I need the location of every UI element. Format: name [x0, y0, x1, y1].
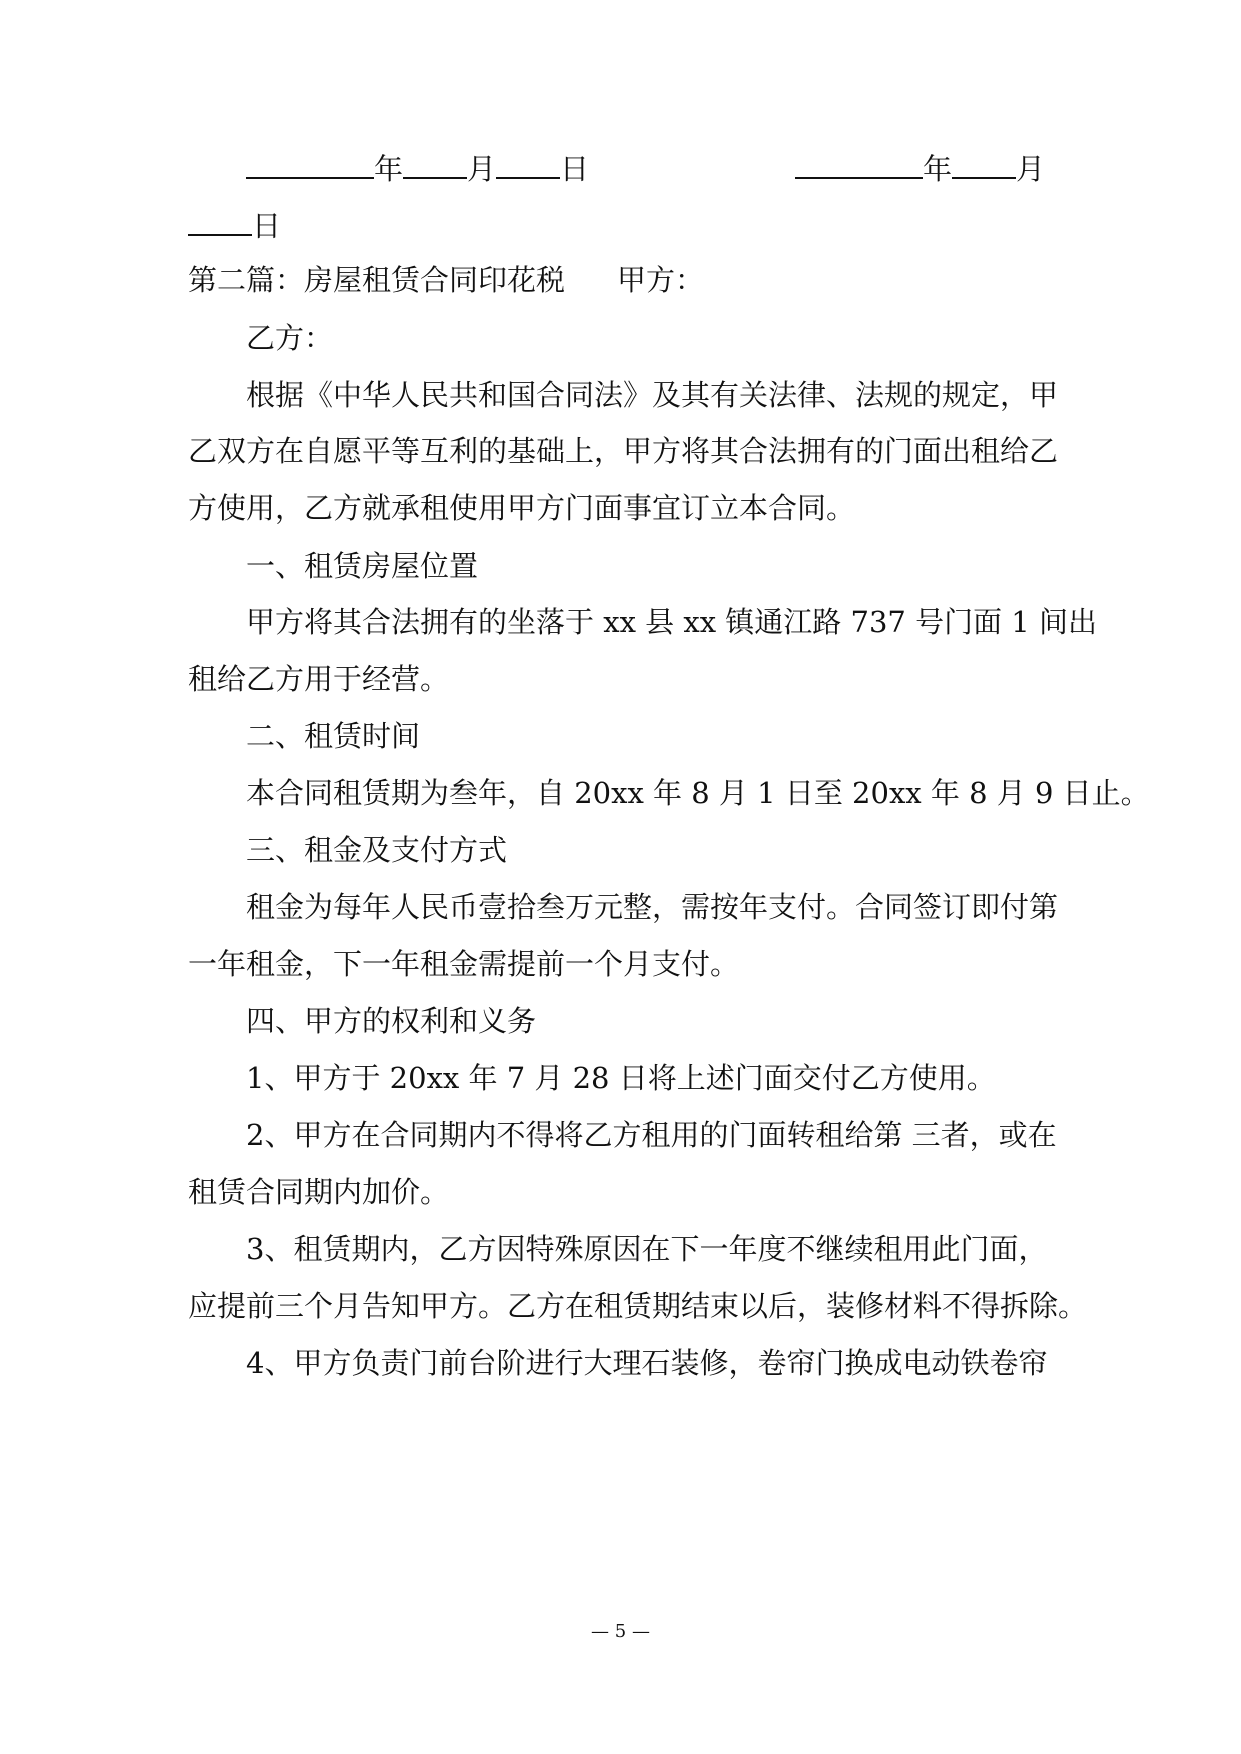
- month-blank: [403, 147, 467, 179]
- clause-heading: 四、甲方的权利和义务: [246, 1004, 537, 1038]
- month-label: 月: [467, 152, 497, 186]
- list-item: 1、甲方于 20xx 年 7 月 28 日将上述门面交付乙方使用。: [246, 1061, 996, 1095]
- signature-date-party-b-day: [188, 204, 281, 246]
- section-heading: [188, 260, 704, 300]
- clause-heading: 二、租赁时间: [246, 719, 421, 753]
- year-blank: [246, 147, 374, 179]
- year-label: 年: [374, 152, 404, 186]
- paragraph-line: 一年租金，下一年租金需提前一个月支付。: [188, 947, 740, 981]
- paragraph-line: 根据《中华人民共和国合同法》及其有关法律、法规的规定，甲: [246, 378, 1059, 412]
- day-blank: [188, 204, 252, 236]
- signature-date-party-a: [246, 147, 589, 189]
- paragraph-line: 甲方将其合法拥有的坐落于 xx 县 xx 镇通江路 737 号门面 1 间出: [246, 605, 1097, 639]
- year-label: 年: [923, 152, 953, 186]
- page-number: — 5 —: [591, 1621, 650, 1642]
- list-item: 2、甲方在合同期内不得将乙方租用的门面转租给第 三者，或在: [246, 1118, 1057, 1152]
- paragraph-line: 本合同租赁期为叁年，自 20xx 年 8 月 1 日至 20xx 年 8 月 9 日止。: [246, 776, 1150, 810]
- day-blank: [496, 147, 560, 179]
- paragraph-line: 租赁合同期内加价。: [188, 1175, 450, 1209]
- paragraph-line: 租金为每年人民币壹拾叁万元整，需按年支付。合同签订即付第: [246, 890, 1059, 924]
- list-item: 3、租赁期内，乙方因特殊原因在下一年度不继续租用此门面，: [246, 1232, 1048, 1266]
- month-label: 月: [1016, 152, 1046, 186]
- year-blank: [795, 147, 923, 179]
- day-label: 日: [560, 152, 590, 186]
- signature-date-party-b: [795, 147, 1045, 189]
- party-a-label: 甲方：: [617, 263, 705, 297]
- paragraph-line: 方使用，乙方就承租使用甲方门面事宜订立本合同。: [188, 491, 856, 525]
- month-blank: [952, 147, 1016, 179]
- clause-heading: 一、租赁房屋位置: [246, 549, 479, 583]
- paragraph-line: 租给乙方用于经营。: [188, 662, 450, 696]
- paragraph-line: 乙双方在自愿平等互利的基础上，甲方将其合法拥有的门面出租给乙: [188, 434, 1059, 468]
- list-item: 4、甲方负责门前台阶进行大理石装修，卷帘门换成电动铁卷帘: [246, 1346, 1048, 1380]
- day-label: 日: [252, 209, 282, 243]
- party-b-label: 乙方：: [246, 321, 334, 355]
- clause-heading: 三、租金及支付方式: [246, 833, 508, 867]
- paragraph-line: 应提前三个月告知甲方。乙方在租赁期结束以后，装修材料不得拆除。: [188, 1289, 1088, 1323]
- section-title: 第二篇：房屋租赁合同印花税: [188, 263, 566, 297]
